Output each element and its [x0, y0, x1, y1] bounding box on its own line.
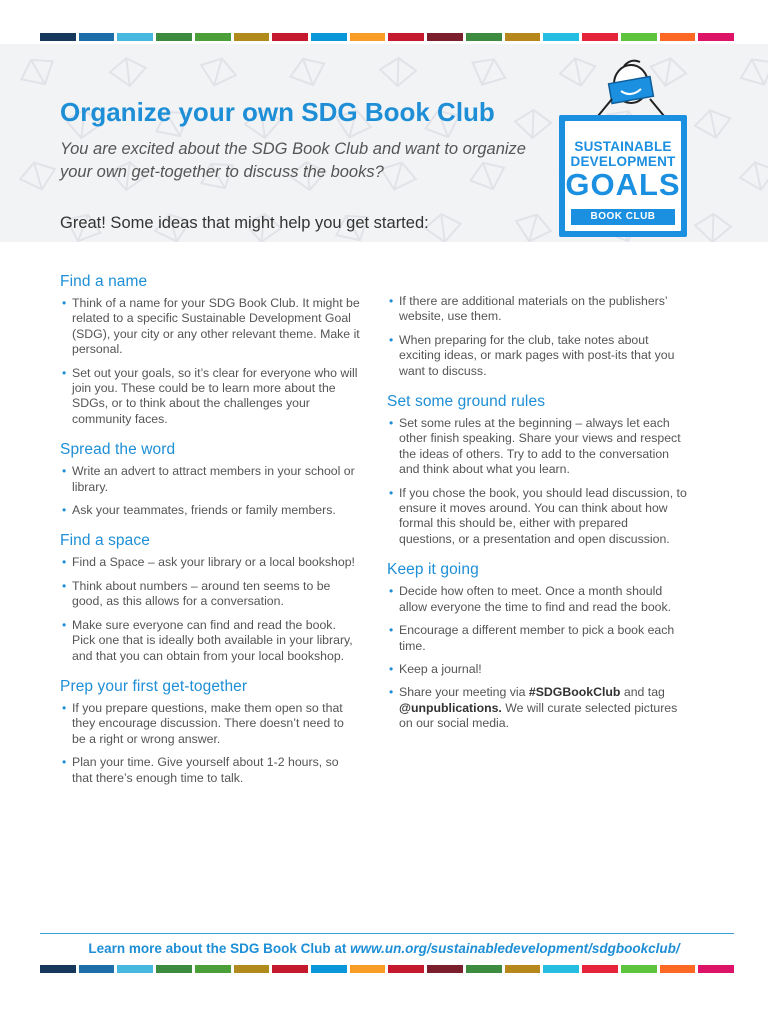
- list-item: • Make sure everyone can find and read the book. Pick one that is ideally both available in your library, and that you can obtain from your local bookshop.: [60, 618, 360, 664]
- book-pattern-shape: [512, 210, 554, 242]
- list-item: • Decide how often to meet. Once a month should allow everyone the time to find and read the book.: [387, 584, 687, 615]
- color-stripe-top: [40, 33, 734, 41]
- footer-divider: [40, 933, 734, 934]
- list-item: • Set some rules at the beginning – always let each other finish speaking. Share your views and respect the ideas of others. Try to add to the conversation and think about what you learn.: [387, 416, 687, 478]
- stripe-segment: [195, 965, 231, 973]
- section-heading: Keep it going: [387, 561, 479, 579]
- book-pattern-shape: [692, 107, 733, 142]
- book-pattern-shape: [557, 55, 598, 90]
- stripe-segment: [582, 33, 618, 41]
- stripe-segment: [466, 965, 502, 973]
- stripe-segment: [621, 965, 657, 973]
- list-item: • Write an advert to attract members in your school or library.: [60, 464, 360, 495]
- right-column: [387, 294, 687, 746]
- left-column: [60, 273, 360, 800]
- share-text: and tag: [620, 685, 665, 700]
- stripe-segment: [195, 33, 231, 41]
- stripe-segment: [388, 965, 424, 973]
- logo-line-2: DEVELOPMENT: [570, 154, 676, 169]
- section: [387, 294, 687, 379]
- stripe-segment: [117, 33, 153, 41]
- stripe-segment: [660, 33, 696, 41]
- stripe-segment: [505, 33, 541, 41]
- bullet-list: [387, 584, 687, 731]
- page-title: Organize your own SDG Book Club: [60, 97, 495, 127]
- book-pattern-shape: [380, 57, 417, 86]
- list-item: • Ask your teammates, friends or family members.: [60, 503, 360, 518]
- list-item: • Think of a name for your SDG Book Club. It might be related to a specific Sustainable Development Goal (SDG), your city or any other relevant theme. Make it personal.: [60, 296, 360, 358]
- book-pattern-shape: [695, 213, 732, 242]
- bullet-list: [387, 294, 687, 379]
- stripe-segment: [234, 33, 270, 41]
- footer-text: Learn more about the SDG Book Club at: [88, 941, 351, 956]
- reader-illustration: [596, 44, 666, 120]
- book-pattern-shape: [466, 52, 510, 93]
- stripe-segment: [698, 965, 734, 973]
- book-pattern-shape: [423, 212, 462, 242]
- stripe-segment: [466, 33, 502, 41]
- section-heading: Set some ground rules: [387, 393, 546, 411]
- list-item: • Keep a journal!: [387, 662, 687, 677]
- stripe-segment: [660, 965, 696, 973]
- section: [60, 273, 360, 427]
- social-handle: @unpublications.: [399, 700, 502, 715]
- book-pattern-shape: [17, 158, 59, 195]
- list-item: • Think about numbers – around ten seems to be good, as this allows for a conversation.: [60, 579, 360, 610]
- stripe-segment: [698, 33, 734, 41]
- stripe-segment: [272, 965, 308, 973]
- stripe-segment: [505, 965, 541, 973]
- logo-line-1: SUSTAINABLE: [574, 139, 672, 154]
- section: [60, 532, 360, 663]
- stripe-segment: [621, 33, 657, 41]
- bullet-list: [60, 555, 360, 663]
- book-pattern-shape: [737, 159, 768, 194]
- stripe-segment: [40, 965, 76, 973]
- intro-text: You are excited about the SDG Book Club and want to organize your own get-together to discuss the books?: [60, 140, 526, 181]
- bullet-list: [387, 416, 687, 547]
- stripe-segment: [272, 33, 308, 41]
- logo-book-club-bar: BOOK CLUB: [571, 209, 675, 225]
- section: [387, 561, 687, 731]
- list-item: • Plan your time. Give yourself about 1-2 hours, so that there’s enough time to talk.: [60, 755, 360, 786]
- list-item: • When preparing for the club, take notes about exciting ideas, or mark pages with post-its that you want to discuss.: [387, 333, 687, 379]
- section-heading: Find a space: [60, 532, 150, 550]
- book-pattern-shape: [108, 56, 147, 88]
- section: [60, 441, 360, 518]
- hashtag: #SDGBookClub: [528, 685, 621, 700]
- section-heading: Spread the word: [60, 441, 176, 459]
- stripe-segment: [234, 965, 270, 973]
- book-pattern-shape: [515, 109, 552, 138]
- section: [387, 393, 687, 547]
- stripe-segment: [311, 33, 347, 41]
- bullet-list: [60, 464, 360, 518]
- list-item-share: [387, 685, 687, 731]
- stripe-segment: [543, 33, 579, 41]
- stripe-segment: [156, 965, 192, 973]
- bullet-list: [60, 701, 360, 786]
- stripe-segment: [350, 965, 386, 973]
- stripe-segment: [79, 965, 115, 973]
- subheading: Great! Some ideas that might help you get started:: [60, 214, 429, 232]
- book-pattern-shape: [197, 54, 239, 91]
- bullet-list: [60, 296, 360, 427]
- list-item: • If there are additional materials on the publishers’ website, use them.: [387, 294, 687, 325]
- stripe-segment: [582, 965, 618, 973]
- list-item: • Find a Space – ask your library or a local bookshop!: [60, 555, 360, 570]
- book-pattern-shape: [286, 52, 330, 91]
- stripe-segment: [427, 965, 463, 973]
- book-pattern-shape: [736, 52, 768, 93]
- section: [60, 678, 360, 786]
- footer: [0, 941, 768, 956]
- logo-goals: GOALS: [565, 167, 681, 202]
- stripe-segment: [311, 965, 347, 973]
- stripe-segment: [40, 33, 76, 41]
- share-text: Share your meeting via: [399, 685, 529, 700]
- footer-link[interactable]: www.un.org/sustainabledevelopment/sdgbookclub/: [350, 941, 680, 956]
- list-item: • Encourage a different member to pick a book each time.: [387, 623, 687, 654]
- list-item: • Set out your goals, so it’s clear for everyone who will join you. These could be to learn more about the SDGs, or to think about the challenges your community faces.: [60, 366, 360, 428]
- stripe-segment: [156, 33, 192, 41]
- color-stripe-bottom: [40, 965, 734, 973]
- book-pattern-shape: [15, 51, 60, 93]
- stripe-segment: [117, 965, 153, 973]
- list-item: • If you prepare questions, make them open so that they encourage discussion. There doesn’t need to be a right or wrong answer.: [60, 701, 360, 747]
- stripe-segment: [427, 33, 463, 41]
- section-heading: Prep your first get-together: [60, 677, 248, 695]
- section-heading: Find a name: [60, 273, 148, 290]
- sdg-book-club-logo: [559, 115, 687, 237]
- stripe-segment: [543, 965, 579, 973]
- stripe-segment: [79, 33, 115, 41]
- share-text: We will curate selected pictures on our social media.: [399, 700, 678, 731]
- stripe-segment: [350, 33, 386, 41]
- stripe-segment: [388, 33, 424, 41]
- list-item: • If you chose the book, you should lead discussion, to ensure it moves around. You can think about how formal this should be, either with prepared questions, or a presentation and open discussion.: [387, 486, 687, 548]
